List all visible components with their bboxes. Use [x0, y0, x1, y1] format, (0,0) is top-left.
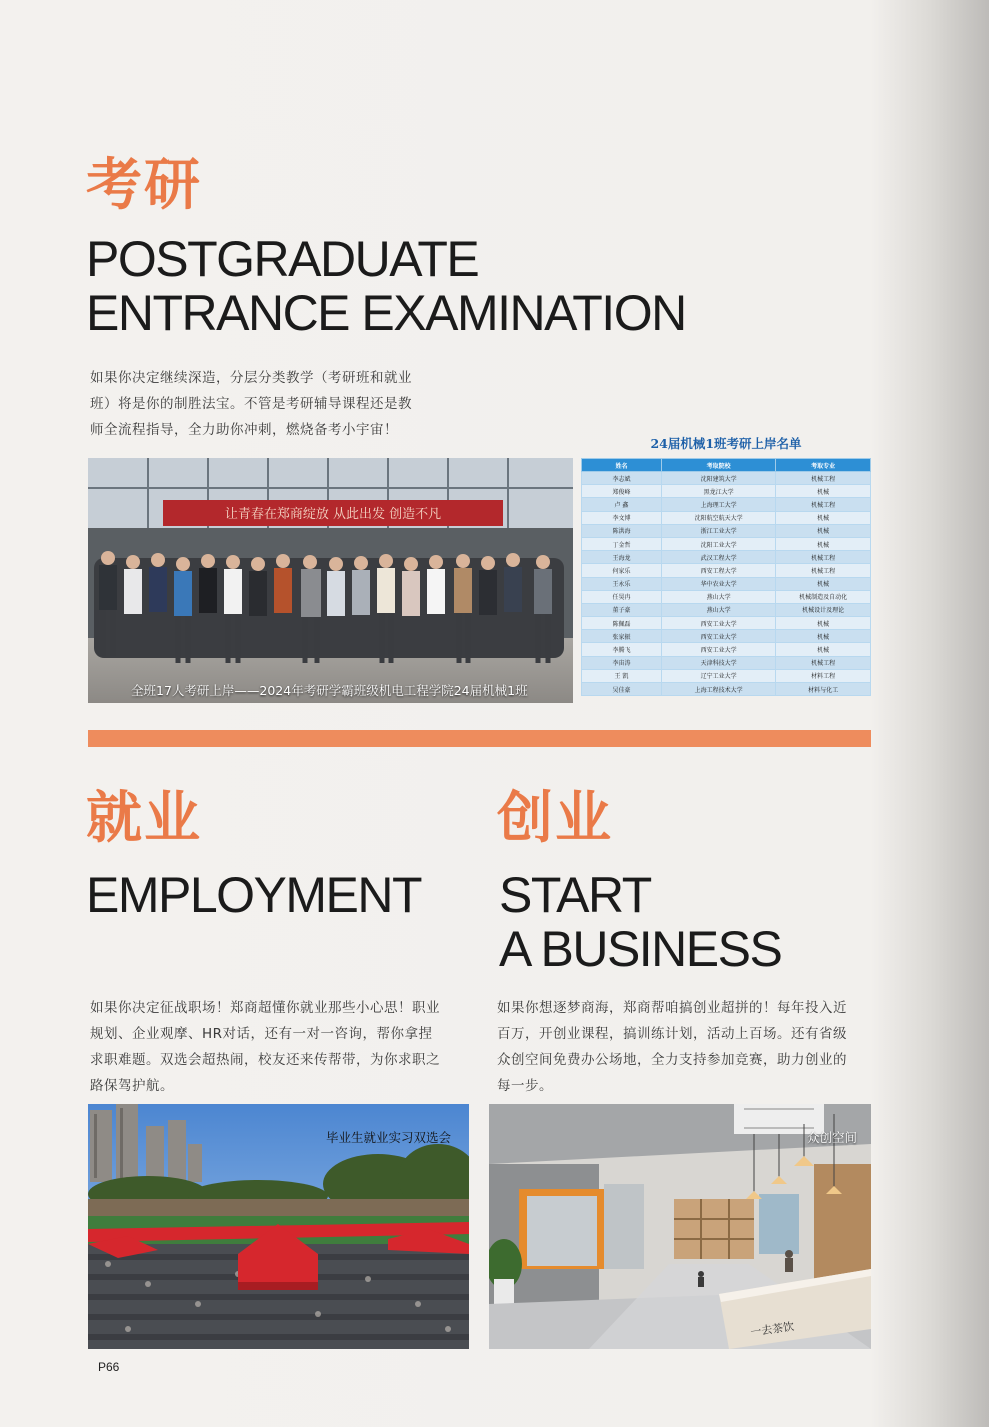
table-cell: 材料与化工: [776, 683, 871, 696]
table-cell: 机械工程: [776, 472, 871, 485]
table-cell: 丁金哲: [582, 537, 662, 550]
table-cell: 李文博: [582, 511, 662, 524]
table-cell: 李志斌: [582, 472, 662, 485]
table-row: [582, 630, 871, 643]
employment-cn-title: 就业: [86, 786, 202, 851]
table-row: [582, 551, 871, 564]
table-cell: 何家乐: [582, 564, 662, 577]
banner-text: 让青春在郑商绽放 从此出发 创造不凡: [224, 507, 442, 522]
section-divider: [88, 730, 871, 747]
startup-paragraph: [497, 995, 877, 1099]
table-cell: 卢 鑫: [582, 498, 662, 511]
table-cell: 燕山大学: [661, 590, 775, 603]
table-cell: 陈佩磊: [582, 617, 662, 630]
table-row: [582, 564, 871, 577]
table-row: [582, 656, 871, 669]
postgrad-para-line: 师全流程指导，全力助你冲刺，燃烧备考小宇宙！: [90, 422, 398, 438]
admission-list-title: 24届机械1班考研上岸名单: [650, 436, 802, 451]
table-cell: 机械工程: [776, 564, 871, 577]
table-cell: 天津科技大学: [661, 656, 775, 669]
table-row: [582, 643, 871, 656]
employment-para-line: 求职难题。双选会超热闹，校友还来传帮带，为你求职之: [90, 1052, 440, 1068]
table-cell: 机械工程: [776, 551, 871, 564]
table-cell: 上海理工大学: [661, 498, 775, 511]
table-cell: 沈阳建筑大学: [661, 472, 775, 485]
postgrad-cn-title: 考研: [86, 153, 202, 218]
table-row: [582, 577, 871, 590]
employment-en-title: EMPLOYMENT: [86, 867, 422, 923]
table-cell: 机械: [776, 643, 871, 656]
table-row: [582, 511, 871, 524]
table-cell: 王 凯: [582, 669, 662, 682]
table-cell: 黑龙江大学: [661, 485, 775, 498]
table-cell: 机械: [776, 485, 871, 498]
table-cell: 武汉工程大学: [661, 551, 775, 564]
table-cell: 王海龙: [582, 551, 662, 564]
page-number: P66: [98, 1360, 120, 1374]
counter-sign: 一去茶饮: [749, 1319, 795, 1339]
table-cell: 沈阳航空航天大学: [661, 511, 775, 524]
class-photo-caption: 全班17人考研上岸——2024年考研学霸班级机电工程学院24届机械1班: [131, 683, 528, 698]
table-row: [582, 683, 871, 696]
table-cell: 李腾飞: [582, 643, 662, 656]
postgrad-en-title-line2: ENTRANCE EXAMINATION: [86, 285, 686, 341]
table-cell: 机械: [776, 511, 871, 524]
table-cell: 机械工程: [776, 498, 871, 511]
table-cell: 机械制造及自动化: [776, 590, 871, 603]
table-cell: 任昊冉: [582, 590, 662, 603]
table-row: [582, 524, 871, 537]
table-row: [582, 472, 871, 485]
table-cell: 机械: [776, 537, 871, 550]
group-photo-illustration: [88, 458, 573, 703]
table-cell: 西安工业大学: [661, 617, 775, 630]
table-cell: 郑俊峰: [582, 485, 662, 498]
table-cell: 吴佳豪: [582, 683, 662, 696]
startup-en-title-line1: START: [499, 867, 651, 923]
table-cell: 华中农业大学: [661, 577, 775, 590]
startup-para-line: 每一步。: [497, 1078, 553, 1094]
employment-para-line: 规划、企业观摩、HR对话，还有一对一咨询，帮你拿捏: [90, 1026, 433, 1042]
startup-para-line: 如果你想逐梦商海，郑商帮咱搞创业超拼的！每年投入近: [497, 1000, 847, 1016]
table-row: [582, 485, 871, 498]
job-fair-photo: [88, 1104, 469, 1349]
table-cell: 西安工程大学: [661, 564, 775, 577]
table-cell: 机械: [776, 630, 871, 643]
table-row: [582, 590, 871, 603]
table-cell: 机械工程: [776, 656, 871, 669]
startup-cn-title: 创业: [497, 786, 613, 851]
table-cell: 辽宁工业大学: [661, 669, 775, 682]
column-header: 考取专业: [776, 459, 871, 472]
table-cell: 陈洪海: [582, 524, 662, 537]
startup-para-line: 众创空间免费办公场地，全力支持参加竞赛，助力创业的: [497, 1052, 847, 1068]
table-cell: 机械: [776, 617, 871, 630]
table-row: [582, 603, 871, 616]
table-cell: 李宙涛: [582, 656, 662, 669]
table-row: [582, 498, 871, 511]
column-header: 考取院校: [661, 459, 775, 472]
employment-para-line: 如果你决定征战职场！郑商超懂你就业那些小心思！职业: [90, 1000, 440, 1016]
job-fair-caption: 毕业生就业实习双选会: [326, 1130, 452, 1145]
table-header-row: [582, 459, 871, 472]
table-cell: 西安工业大学: [661, 630, 775, 643]
table-cell: 燕山大学: [661, 603, 775, 616]
postgrad-paragraph: [90, 365, 460, 443]
class-group-photo: [88, 458, 573, 703]
admission-table-body: [582, 472, 871, 696]
maker-space-caption: 众创空间: [807, 1130, 858, 1145]
table-cell: 机械设计及理论: [776, 603, 871, 616]
table-cell: 上海工程技术大学: [661, 683, 775, 696]
employment-para-line: 路保驾护航。: [90, 1078, 174, 1094]
table-cell: 机械: [776, 524, 871, 537]
table-cell: 浙江工业大学: [661, 524, 775, 537]
maker-space-photo: [489, 1104, 871, 1349]
table-cell: 沈阳工业大学: [661, 537, 775, 550]
table-cell: 机械: [776, 577, 871, 590]
table-row: [582, 669, 871, 682]
table-row: [582, 537, 871, 550]
admission-list: [581, 434, 871, 702]
startup-para-line: 百万，开创业课程，搞训练计划，活动上百场。还有省级: [497, 1026, 847, 1042]
column-header: 姓名: [582, 459, 662, 472]
employment-paragraph: [90, 995, 470, 1099]
startup-en-title-line2: A BUSINESS: [499, 921, 782, 977]
table-cell: 董子豪: [582, 603, 662, 616]
table-cell: 材料工程: [776, 669, 871, 682]
table-row: [582, 617, 871, 630]
table-cell: 张家振: [582, 630, 662, 643]
admission-table: [581, 458, 871, 696]
table-cell: 王永乐: [582, 577, 662, 590]
table-cell: 西安工业大学: [661, 643, 775, 656]
postgrad-en-title-line1: POSTGRADUATE: [86, 231, 479, 287]
postgrad-para-line: 班）将是你的制胜法宝。不管是考研辅导课程还是教: [90, 396, 412, 412]
postgrad-para-line: 如果你决定继续深造，分层分类教学（考研班和就业: [90, 370, 412, 386]
